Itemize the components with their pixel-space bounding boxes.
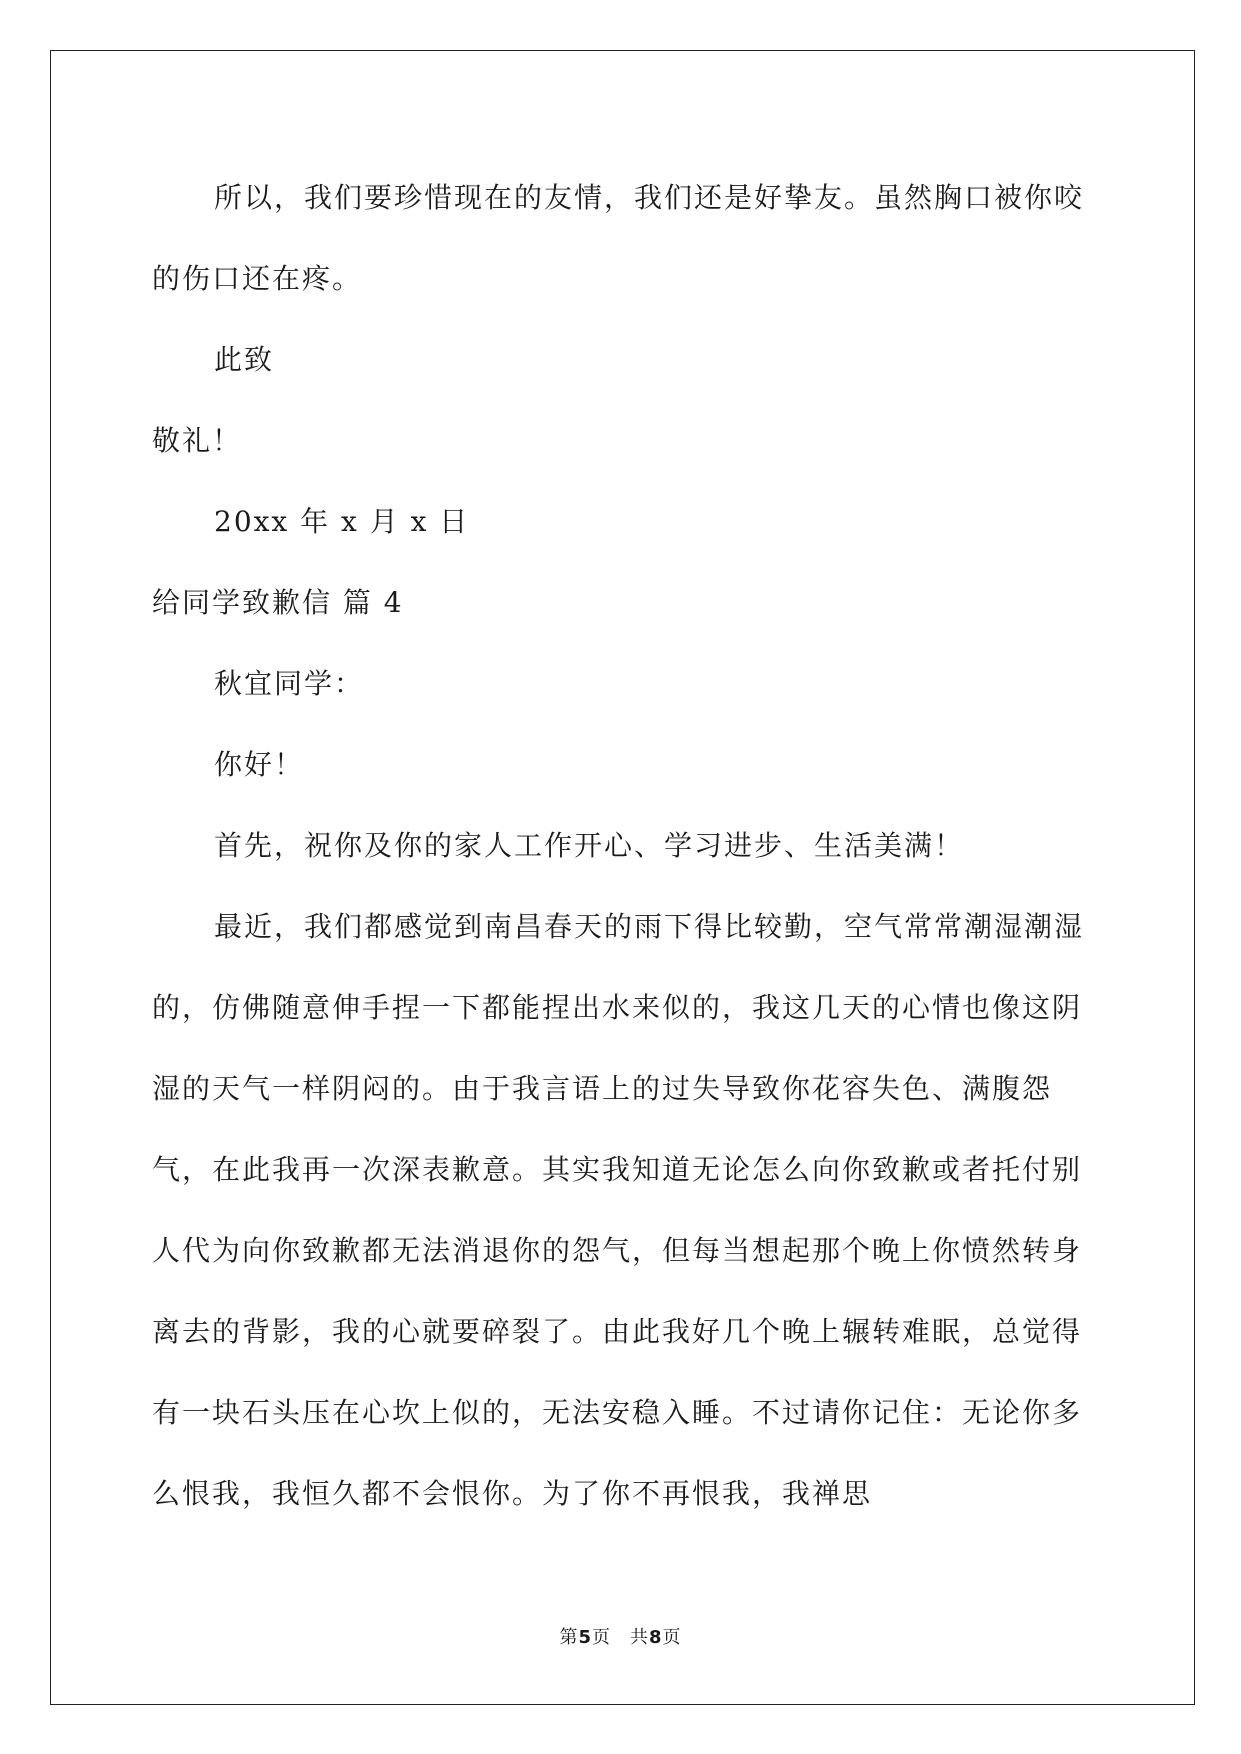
footer-page-total: 8 bbox=[649, 1627, 663, 1648]
footer-page-current: 5 bbox=[578, 1627, 592, 1648]
section-heading: 给同学致歉信 篇 4 bbox=[152, 586, 404, 619]
paragraph-greeting: 你好！ bbox=[214, 748, 305, 781]
paragraph-regards: 敬礼！ bbox=[152, 424, 243, 457]
paragraph-body: 最近，我们都感觉到南昌春天的雨下得比较勤，空气常常潮湿潮湿的，仿佛随意伸手捏一下都能捏出水来似的，我这几天的心情也像这阴湿的天气一样阴闷的。由于我言语上的过失导致你花容失色、满腹怨气，在此我再一次深表歉意。其实我知道无论怎么向你致歉或者托付别人代为向你致歉都无法消退你的怨气，但每当想起那个晚上你愤然转身离去的背影，我的心就要碎裂了。由此我好几个晚上辗转难眠，总觉得有一块石头压在心坎上似的，无法安稳入睡。不过请你记住：无论你多么恨我，我恒久都不会恨你。为了你不再恨我，我禅思 bbox=[152, 910, 1085, 1510]
footer-page-prefix: 第 bbox=[559, 1627, 579, 1648]
footer-page-suffix: 页 bbox=[662, 1627, 682, 1648]
paragraph-salutation: 此致 bbox=[214, 343, 275, 376]
page-footer bbox=[0, 1623, 1241, 1649]
paragraph-addressee: 秋宜同学： bbox=[214, 667, 365, 700]
paragraph-closing-remark: 所以，我们要珍惜现在的友情，我们还是好挚友。虽然胸口被你咬的伤口还在疼。 bbox=[152, 181, 1085, 295]
paragraph-wishes: 首先，祝你及你的家人工作开心、学习进步、生活美满！ bbox=[214, 829, 965, 862]
paragraph-date: 20xx 年 x 月 x 日 bbox=[214, 505, 470, 538]
footer-page-mid: 页 共 bbox=[592, 1627, 649, 1648]
document-body bbox=[152, 157, 1097, 1534]
